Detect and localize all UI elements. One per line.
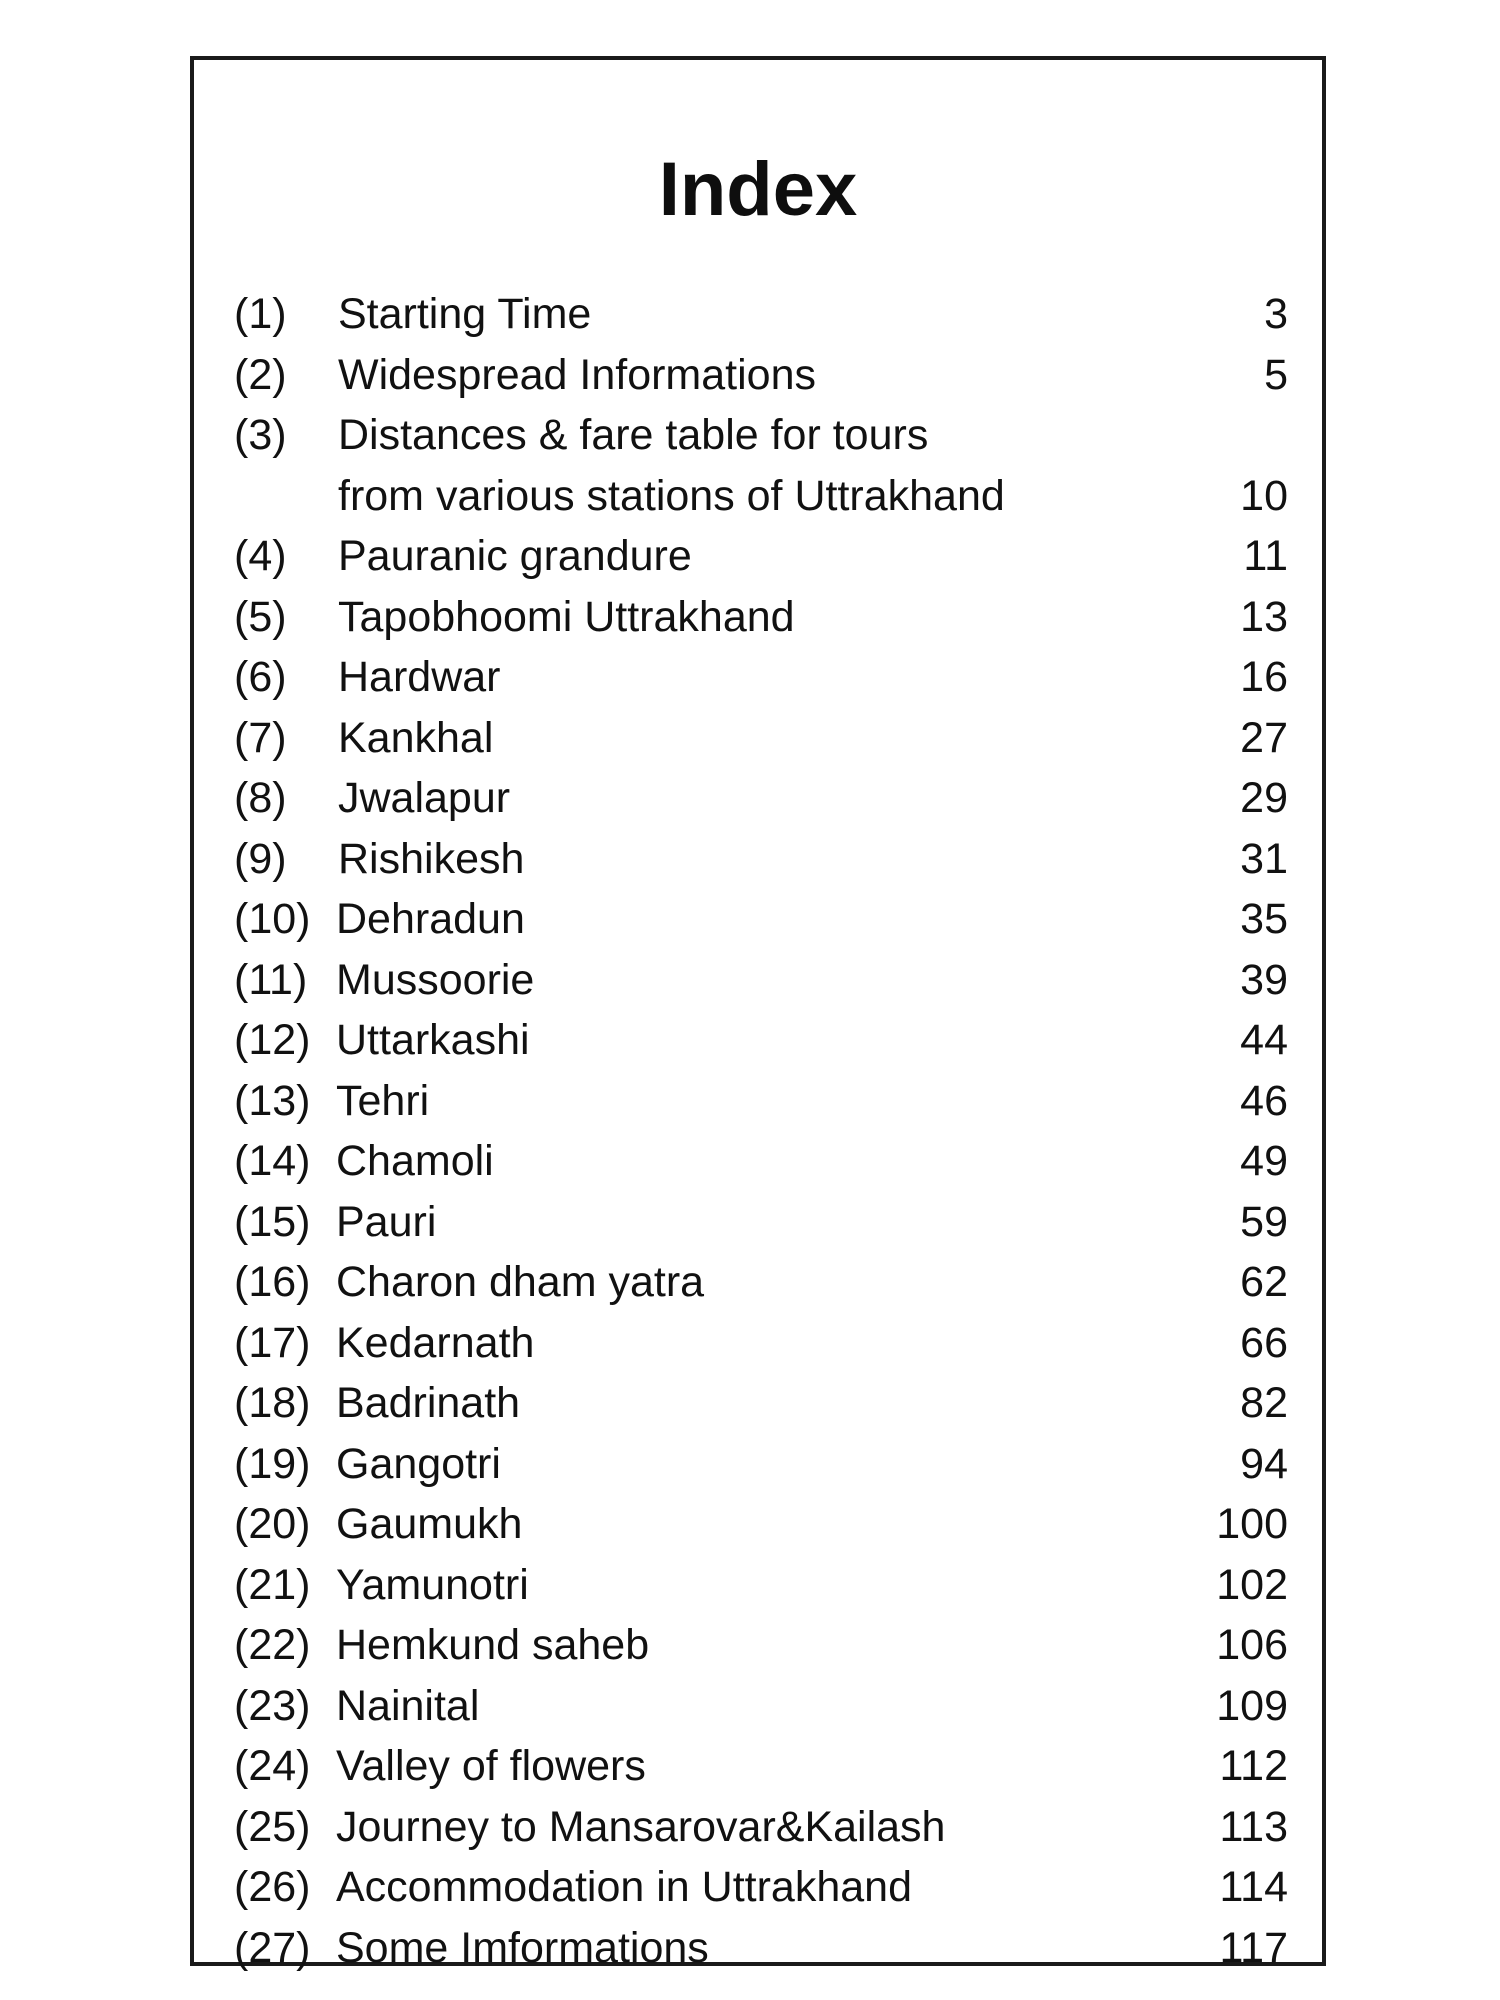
index-entry <box>234 708 1288 769</box>
entry-number: (8) <box>234 774 287 822</box>
entry-title: Badrinath <box>336 1379 521 1427</box>
index-entry <box>234 1736 1288 1797</box>
entry-title: Pauri <box>336 1197 437 1246</box>
index-entry <box>234 889 1288 950</box>
entry-page: 114 <box>1219 1863 1288 1911</box>
index-entry <box>234 1071 1288 1132</box>
entry-title: Mussoorie <box>336 955 535 1004</box>
entry-number: (27) <box>234 1923 311 1972</box>
entry-title: Kedarnath <box>336 1318 535 1367</box>
entry-number: (16) <box>234 1258 311 1306</box>
entry-title: Uttarkashi <box>336 1016 530 1064</box>
entry-title: Hardwar <box>338 653 501 701</box>
entry-page: 59 <box>1240 1197 1288 1246</box>
entry-number: (11) <box>234 955 308 1004</box>
entry-page: 35 <box>1240 895 1288 943</box>
entry-number: (5) <box>234 592 287 641</box>
entry-title: Accommodation in Uttrakhand <box>336 1863 913 1911</box>
index-entry <box>234 1918 1288 1979</box>
index-entry <box>234 950 1288 1011</box>
entry-page: 46 <box>1240 1076 1288 1125</box>
entry-number: (10) <box>234 895 311 943</box>
entry-page: 44 <box>1240 1016 1288 1064</box>
index-entry <box>234 587 1288 648</box>
entry-page: 94 <box>1240 1439 1288 1488</box>
index-entry <box>234 768 1288 829</box>
index-entry <box>234 1010 1288 1071</box>
entry-title: Rishikesh <box>338 834 525 883</box>
index-entry <box>234 1797 1288 1858</box>
entry-number: (22) <box>234 1621 311 1669</box>
entry-number: (1) <box>234 290 287 338</box>
entry-page: 11 <box>1243 532 1288 580</box>
entry-page: 29 <box>1240 774 1288 822</box>
entry-page: 27 <box>1240 713 1288 762</box>
entry-title: Distances & fare table for tours from various stations of Uttrakhand <box>338 411 1005 520</box>
entry-page: 31 <box>1240 834 1288 883</box>
index-entry <box>234 1494 1288 1555</box>
entry-title: Widespread Informations <box>338 350 816 399</box>
entry-page: 100 <box>1216 1500 1288 1548</box>
entry-title: Dehradun <box>336 895 525 943</box>
entry-number: (3) <box>234 411 287 459</box>
entry-page: 102 <box>1216 1560 1288 1609</box>
entry-number: (9) <box>234 834 287 883</box>
entry-title: Charon dham yatra <box>336 1258 705 1306</box>
entry-number: (21) <box>234 1560 311 1609</box>
index-entry <box>234 1373 1288 1434</box>
entry-title: Journey to Mansarovar&Kailash <box>336 1802 946 1851</box>
entry-page: 10 <box>1240 471 1288 520</box>
entry-title: Nainital <box>336 1681 480 1730</box>
index-entry <box>234 1434 1288 1495</box>
entry-page: 112 <box>1219 1742 1288 1790</box>
index-entry <box>234 1857 1288 1918</box>
index-entry <box>234 1313 1288 1374</box>
entry-title: Hemkund saheb <box>336 1621 650 1669</box>
entry-page: 117 <box>1219 1923 1288 1972</box>
entry-page: 109 <box>1216 1681 1288 1730</box>
index-entry <box>234 284 1288 345</box>
entry-title: Gaumukh <box>336 1500 523 1548</box>
entry-number: (7) <box>234 713 287 762</box>
index-entry <box>234 1615 1288 1676</box>
index-entry <box>234 1131 1288 1192</box>
entry-page: 49 <box>1240 1137 1288 1185</box>
entry-title: Jwalapur <box>338 774 511 822</box>
entry-page: 16 <box>1240 653 1288 701</box>
entry-title: Tapobhoomi Uttrakhand <box>338 592 795 641</box>
index-box <box>190 56 1326 1972</box>
entry-number: (15) <box>234 1197 311 1246</box>
index-entry <box>234 405 1288 526</box>
entry-title: Chamoli <box>336 1137 494 1185</box>
index-title: Index <box>658 147 858 232</box>
index-list <box>234 284 1288 1978</box>
entry-number: (14) <box>234 1137 311 1185</box>
index-entry <box>234 1555 1288 1616</box>
entry-page: 39 <box>1240 955 1288 1004</box>
entry-page: 13 <box>1240 592 1288 641</box>
entry-number: (6) <box>234 653 287 701</box>
entry-page: 3 <box>1264 290 1288 338</box>
entry-title: Yamunotri <box>336 1560 529 1609</box>
entry-number: (13) <box>234 1076 311 1125</box>
index-entry <box>234 647 1288 708</box>
entry-page: 66 <box>1240 1318 1288 1367</box>
index-entry <box>234 526 1288 587</box>
entry-number: (18) <box>234 1379 311 1427</box>
entry-page: 5 <box>1264 350 1288 399</box>
entry-title: Tehri <box>336 1076 430 1125</box>
index-entry <box>234 1676 1288 1737</box>
entry-title: Some Imformations <box>336 1923 709 1972</box>
index-entry <box>234 345 1288 406</box>
entry-title: Gangotri <box>336 1439 501 1488</box>
entry-number: (12) <box>234 1016 311 1064</box>
entry-number: (2) <box>234 350 287 399</box>
entry-number: (25) <box>234 1802 311 1851</box>
index-entry <box>234 829 1288 890</box>
entry-page: 82 <box>1240 1379 1288 1427</box>
entry-title: Valley of flowers <box>336 1742 646 1790</box>
entry-number: (26) <box>234 1863 311 1911</box>
entry-number: (23) <box>234 1681 311 1730</box>
entry-title: Starting Time <box>338 290 592 338</box>
entry-number: (20) <box>234 1500 311 1548</box>
entry-page: 106 <box>1216 1621 1288 1669</box>
entry-page: 62 <box>1240 1258 1288 1306</box>
entry-number: (17) <box>234 1318 311 1367</box>
entry-number: (24) <box>234 1742 311 1790</box>
index-entry <box>234 1252 1288 1313</box>
entry-title: Kankhal <box>338 713 494 762</box>
entry-number: (4) <box>234 532 287 580</box>
entry-number: (19) <box>234 1439 311 1488</box>
index-entry <box>234 1192 1288 1253</box>
entry-page: 113 <box>1219 1802 1288 1851</box>
entry-title: Pauranic grandure <box>338 532 692 580</box>
